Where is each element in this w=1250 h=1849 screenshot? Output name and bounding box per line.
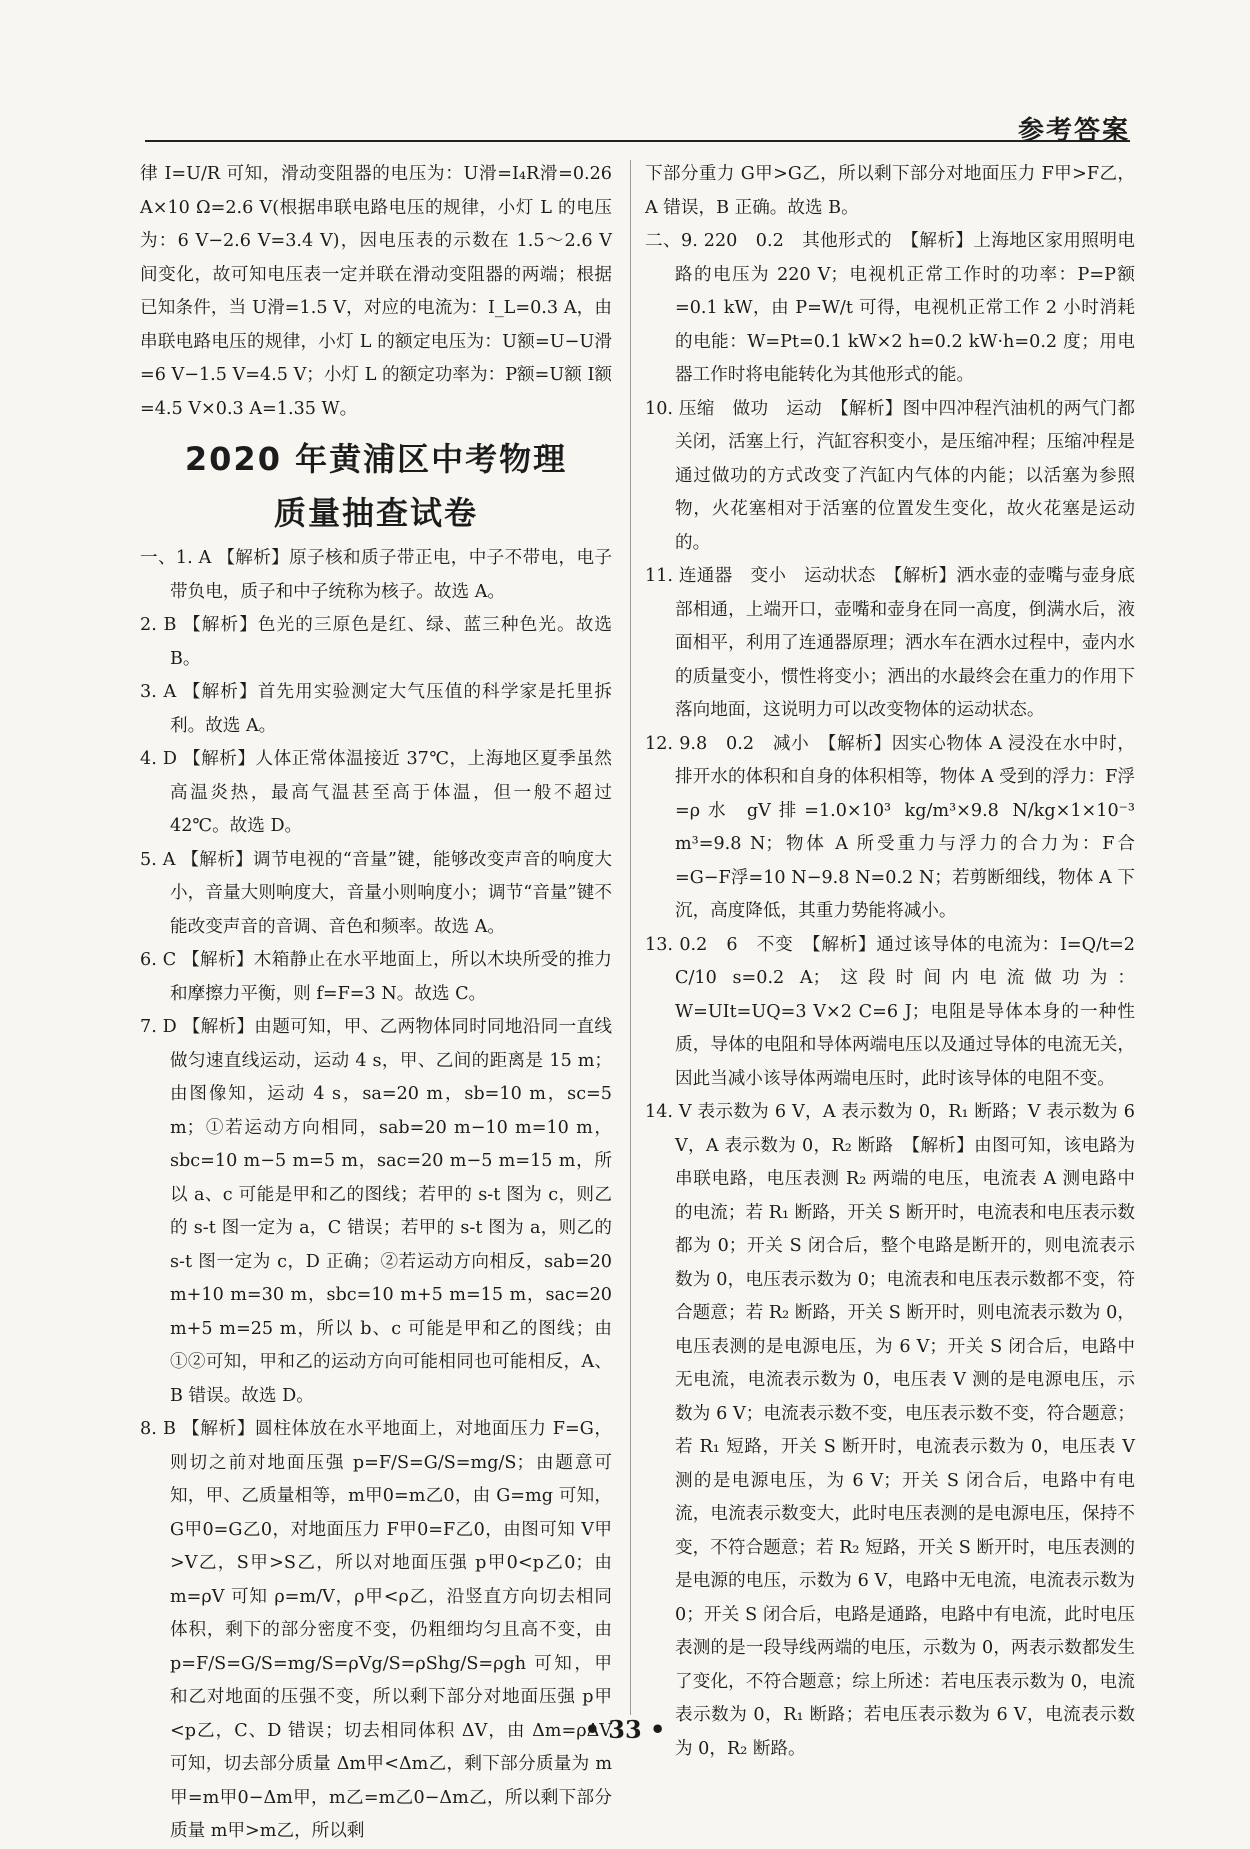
answer-continuation: 下部分重力 G甲>G乙，所以剩下部分对地面压力 F甲>F乙，A 错误，B 正确。故选 B。 [645, 164, 1135, 218]
answer-item: 5. A 【解析】调节电视的“音量”键，能够改变声音的响度大小，音量大则响度大，音量小则响度小；调节“音量”键不能改变声音的音调、音色和频率。故选 A。 [140, 849, 612, 937]
answer-item: 一、1. A 【解析】原子核和质子带正电，中子不带电，电子带负电，质子和中子统称为核子。故选 A。 [140, 548, 612, 602]
section-title-line-1: 2020 年黄浦区中考物理 [184, 440, 568, 478]
header-rule [145, 140, 1130, 142]
answer-item: 13. 0.2 6 不变 【解析】通过该导体的电流为：I=Q/t=2 C/10 s=0.2 A；这段时间内电流做功为：W=UIt=UQ=3 V×2 C=6 J；电阻是导体本身的一种性质，导体的电阻和导体两端电压以及通过导体的电流无关，因此当减小该导体两端电压时，此时该导体的电阻不变。 [645, 934, 1135, 1089]
intro-paragraph: 律 I=U/R 可知，滑动变阻器的电压为：U滑=I₄R滑=0.26 A×10 Ω=2.6 V(根据串联电路电压的规律，小灯 L 的电压为：6 V−2.6 V=3.4 V)，因电压表的示数在 1.5～2.6 V 间变化，故可知电压表一定并联在滑动变阻器的两端；根据已知条件，当 U滑=1.5 V，对应的电流为：I_L=0.3 A，由串联电路电压的规律，小灯 L 的额定电压为：U额=U−U滑=6 V−1.5 V=4.5 V；小灯 L 的额定功率为：P额=U额 I额=4.5 V×0.3 A=1.35 W。 [140, 164, 612, 419]
answer-item: 3. A 【解析】首先用实验测定大气压值的科学家是托里拆利。故选 A。 [140, 682, 612, 736]
answer-item: 4. D 【解析】人体正常体温接近 37℃，上海地区夏季虽然高温炎热，最高气温甚至高于体温，但一般不超过 42℃。故选 D。 [140, 749, 612, 836]
column-divider [630, 160, 631, 1715]
answer-item: 11. 连通器 变小 运动状态 【解析】洒水壶的壶嘴与壶身底部相通，上端开口，壶嘴和壶身在同一高度，倒满水后，液面相平，利用了连通器原理；洒水车在洒水过程中，壶内水的质量变小，惯性将变小；洒出的水最终会在重力的作用下落向地面，这说明力可以改变物体的运动状态。 [645, 566, 1135, 720]
answer-item: 8. B 【解析】圆柱体放在水平地面上，对地面压力 F=G，则切之前对地面压强 p=F/S=G/S=mg/S；由题意可知，甲、乙质量相等，m甲0=m乙0，由 G=mg 可知，G甲0=G乙0，对地面压力 F甲0=F乙0，由图可知 V甲>V乙，S甲>S乙，所以对地面压强 p甲0<p乙0；由 m=ρV 可知 ρ=m/V，ρ甲<ρ乙，沿竖直方向切去相同体积，剩下的部分密度不变，仍粗细均匀且高不变，由 p=F/S=G/S=mg/S=ρVg/S=ρShg/S=ρgh 可知，甲和乙对地面的压强不变，所以剩下部分对地面压强 p甲<p乙，C、D 错误；切去相同体积 ΔV，由 Δm=ρΔV 可知，切去部分质量 Δm甲<Δm乙，剩下部分质量为 m甲=m甲0−Δm甲，m乙=m乙0−Δm乙，所以剩下部分质量 m甲>m乙，所以剩 [140, 1419, 612, 1841]
page-number: • 33 • [584, 1715, 666, 1744]
section-title-line-2: 质量抽查试卷 [273, 494, 478, 532]
left-column [140, 158, 612, 1849]
section-title [140, 432, 612, 540]
answer-item: 二、9. 220 0.2 其他形式的 【解析】上海地区家用照明电路的电压为 220 V；电视机正常工作时的功率：P=P额=0.1 kW，由 P=W/t 可得，电视机正常工作 2 小时消耗的电能：W=Pt=0.1 kW×2 h=0.2 kW·h=0.2 度；用电器工作时将电能转化为其他形式的能。 [645, 231, 1135, 385]
answer-item: 2. B 【解析】色光的三原色是红、绿、蓝三种色光。故选 B。 [140, 615, 612, 669]
answer-item: 10. 压缩 做功 运动 【解析】图中四冲程汽油机的两气门都关闭，活塞上行，汽缸容积变小，是压缩冲程；压缩冲程是通过做功的方式改变了汽缸内气体的内能；以活塞为参照物，火花塞相对于活塞的位置发生变化，故火花塞是运动的。 [645, 398, 1135, 553]
answer-item: 12. 9.8 0.2 减小 【解析】因实心物体 A 浸没在水中时，排开水的体积和自身的体积相等，物体 A 受到的浮力：F浮=ρ水 gV排=1.0×10³ kg/m³×9.8 N/kg×1×10⁻³ m³=9.8 N；物体 A 所受重力与浮力的合力为：F合=G−F浮=10 N−9.8 N=0.2 N；若剪断细线，物体 A 下沉，高度降低，其重力势能将减小。 [645, 733, 1135, 921]
answer-item: 7. D 【解析】由题可知，甲、乙两物体同时同地沿同一直线做匀速直线运动，运动 4 s，甲、乙间的距离是 15 m；由图像知，运动 4 s，sa=20 m，sb=10 m，sc=5 m；①若运动方向相同，sab=20 m−10 m=10 m，sbc=10 m−5 m=5 m，sac=20 m−5 m=15 m，所以 a、c 可能是甲和乙的图线；若甲的 s-t 图为 c，则乙的 s-t 图一定为 a，C 错误；若甲的 s-t 图为 a，则乙的 s-t 图一定为 c，D 正确；②若运动方向相反，sab=20 m+10 m=30 m，sbc=10 m+5 m=15 m，sac=20 m+5 m=25 m，所以 b、c 可能是甲和乙的图线；由①②可知，甲和乙的运动方向可能相同也可能相反，A、B 错误。故选 D。 [140, 1017, 612, 1406]
answer-item: 6. C 【解析】木箱静止在水平地面上，所以木块所受的推力和摩擦力平衡，则 f=F=3 N。故选 C。 [140, 950, 612, 1004]
header-title: 参考答案 [1017, 116, 1130, 146]
right-column [645, 158, 1135, 1766]
answer-item: 14. V 表示数为 6 V，A 表示数为 0，R₁ 断路；V 表示数为 6 V，A 表示数为 0，R₂ 断路 【解析】由图可知，该电路为串联电路，电压表测 R₂ 两端的电压，电流表 A 测电路中的电流；若 R₁ 断路，开关 S 断开时，电流表和电压表示数都为 0；开关 S 闭合后，整个电路是断开的，则电流表示数为 0，电压表示数为 0；电流表和电压表示数都不变，符合题意；若 R₂ 断路，开关 S 断开时，则电流表示数为 0，电压表测的是电源电压，为 6 V；开关 S 闭合后，电路中无电流，电流表示数为 0，电压表 V 测的是电源电压，示数为 6 V；电流表示数不变，电压表示数不变，符合题意；若 R₁ 短路，开关 S 断开时，电流表示数为 0，电压表 V 测的是电源电压，为 6 V；开关 S 闭合后，电路中有电流，电流表示数变大，此时电压表测的是电源电压，保持不变，不符合题意；若 R₂ 短路，开关 S 断开时，电压表测的是电源的电压，示数为 6 V，电路中无电流，电流表示数为 0；开关 S 闭合后，电路是通路，电路中有电流，此时电压表测的是一段导线两端的电压，示数为 0，两表示数都发生了变化，不符合题意；综上所述：若电压表示数为 0，电流表示数为 0，R₁ 断路；若电压表示数为 6 V，电流表示数为 0，R₂ 断路。 [645, 1102, 1135, 1759]
